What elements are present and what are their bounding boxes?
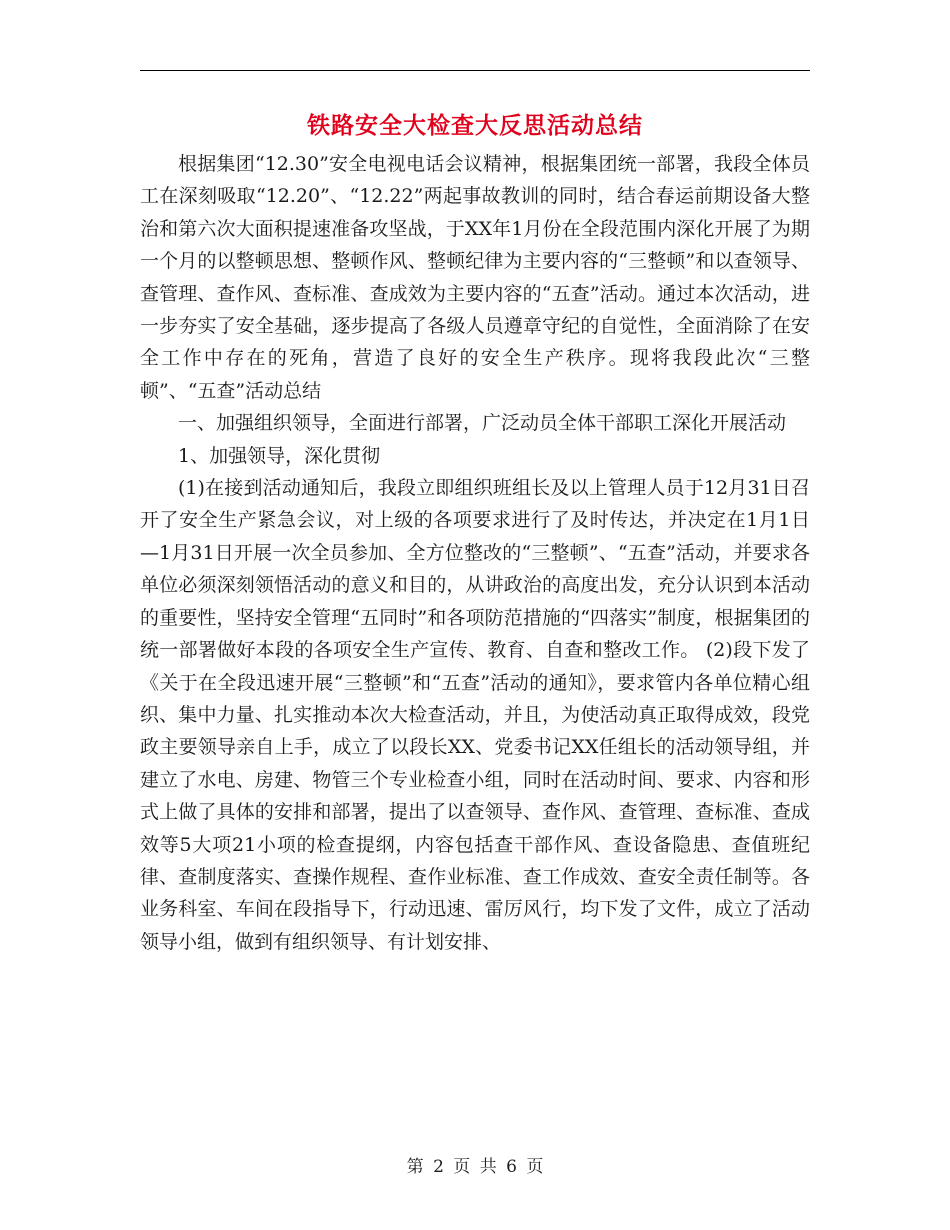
page-number: 第 2 页 共 6 页 [406,1157,544,1177]
paragraph-section-heading: 一、加强组织领导，全面进行部署，广泛动员全体干部职工深化开展活动 [178,412,787,435]
paragraph-subheading: 1、加强领导，深化贯彻 [178,444,381,467]
document-body [140,148,810,958]
paragraph-intro: 根据集团“12.30”安全电视电话会议精神，根据集团统一部署，我段全体员工在深刻吸取“12.20”、“12.22”两起事故教训的同时，结合春运前期设备大整治和第六次大面积提速准备攻坚战，于XX年1月份在全段范围内深化开展了为期一个月的以整顿思想、整顿作风、整顿纪律为主要内容的“三整顿”和以查领导、查管理、查作风、查标准、查成效为主要内容的“五查”活动。通过本次活动，进一步夯实了安全基础，逐步提高了各级人员遵章守纪的自觉性，全面消除了在安全工作中存在的死角，营造了良好的安全生产秩序。现将我段此次“三整顿”、“五查”活动总结 [140,153,810,402]
paragraph-details: (1)在接到活动通知后，我段立即组织班组长及以上管理人员于12月31日召开了安全生产紧急会议，对上级的各项要求进行了及时传达，并决定在1月1日—1月31日开展一次全员参加、全方位整改的“三整顿”、“五查”活动，并要求各单位必须深刻领悟活动的意义和目的，从讲政治的高度出发，充分认识到本活动的重要性，坚持安全管理“五同时”和各项防范措施的“四落实”制度，根据集团的统一部署做好本段的各项安全生产宣传、教育、自查和整改工作。 (2)段下发了《关于在全段迅速开展“三整顿”和“五查”活动的通知》，要求管内各单位精心组织、集中力量、扎实推动本次大检查活动，并且，为使活动真正取得成效，段党政主要领导亲自上手，成立了以段长XX、党委书记XX任组长的活动领导组，并建立了水电、房建、物管三个专业检查小组，同时在活动时间、要求、内容和形式上做了具体的安排和部署，提出了以查领导、查作风、查管理、查标准、查成效等5大项21小项的检查提纲，内容包括查干部作风、查设备隐患、查值班纪律、查制度落实、查操作规程、查作业标准、查工作成效、查安全责任制等。各业务科室、车间在段指导下，行动迅速、雷厉风行，均下发了文件，成立了活动领导小组，做到有组织领导、有计划安排、 [140,477,810,953]
header-rule [140,70,810,71]
document-title: 铁路安全大检查大反思活动总结 [307,112,643,139]
